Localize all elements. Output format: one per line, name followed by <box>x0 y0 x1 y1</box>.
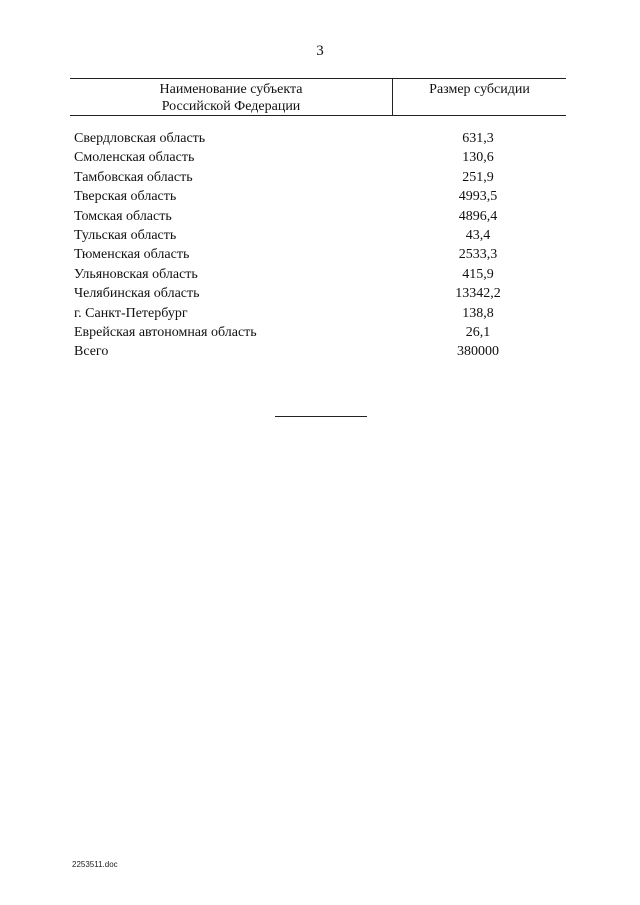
subsidy-value: 631,3 <box>462 131 494 146</box>
subsidy-value: 13342,2 <box>455 286 501 302</box>
total-label: Всего <box>74 344 109 360</box>
table-row <box>74 187 566 206</box>
subsidy-value: 4896,4 <box>458 208 498 224</box>
table-row <box>74 265 566 284</box>
table-body <box>74 129 566 362</box>
subsidy-value: 4993,5 <box>458 189 498 205</box>
region-name: Смоленская область <box>74 150 195 166</box>
page-number: 3 <box>316 43 324 59</box>
region-name: Тюменская область <box>74 247 190 263</box>
region-name: Тульская область <box>74 227 177 243</box>
document-filename: 2253511.doc <box>72 860 118 869</box>
subsidy-value: 251,9 <box>462 169 494 185</box>
table-row <box>74 304 566 323</box>
region-name: Ульяновская область <box>74 266 198 282</box>
header-subsidy-amount: Размер субсидии <box>429 82 530 97</box>
region-name: Челябинская область <box>74 286 200 302</box>
subsidy-value: 43,4 <box>465 227 491 243</box>
end-of-table-rule <box>275 416 367 417</box>
header-region-name-line-1: Наименование субъекта <box>159 82 303 97</box>
region-name: Томская область <box>74 208 172 224</box>
region-name: Свердловская область <box>74 131 206 146</box>
header-region-name <box>70 79 392 115</box>
total-value: 380000 <box>457 344 499 360</box>
subsidy-value: 26,1 <box>465 324 491 340</box>
table-row <box>74 284 566 303</box>
subsidy-value: 415,9 <box>462 266 494 282</box>
region-name: г. Санкт-Петербург <box>74 305 188 321</box>
region-name: Тамбовская область <box>74 169 193 185</box>
region-name: Тверская область <box>74 189 177 205</box>
table-row-total <box>74 342 566 361</box>
subsidy-value: 138,8 <box>462 305 494 321</box>
table-row <box>74 245 566 264</box>
subsidy-value: 130,6 <box>462 150 494 166</box>
table-row <box>74 226 566 245</box>
table-row <box>74 168 566 187</box>
region-name: Еврейская автономная область <box>74 324 257 340</box>
subsidy-value: 2533,3 <box>458 247 498 263</box>
table-row <box>74 148 566 167</box>
table-row <box>74 207 566 226</box>
table-header <box>70 78 566 116</box>
table-row <box>74 323 566 342</box>
header-region-name-line-2: Российской Федерации <box>161 99 301 114</box>
table-row <box>74 129 566 148</box>
